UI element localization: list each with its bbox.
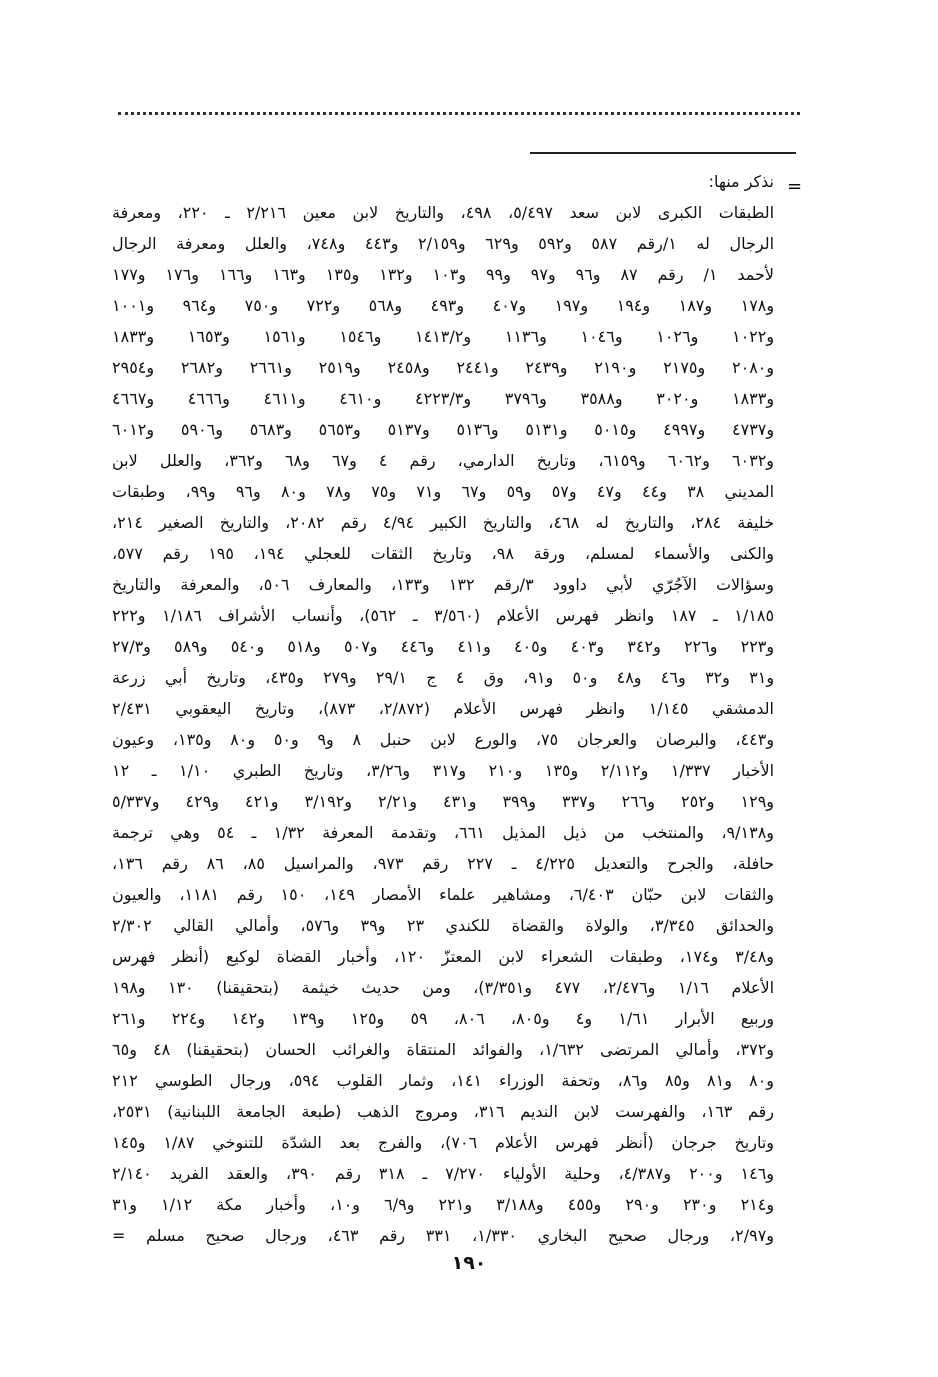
footnote-line: والحدائق ٣/٣٤٥، والولاة والقضاة للكندي ٢٣ و٣٩ و٥٧٦، وأمالي القالي ٢/٣٠٢ [112, 916, 774, 935]
footnote-line: و١٨٣٣ و٣٠٢٠ و٣٥٨٨ و٣٧٩٦ و٤٢٢٣/٣ و٤٦١٠ و٤٦١١ و٤٦٦٦ و٤٦٦٧ [112, 389, 774, 408]
footnote-line: و٣٧٢، وأمالي المرتضى ١/٦٣٢، والفوائد المنتقاة والغرائب الحسان (بتحقيقنا) ٤٨ و٦٥ [112, 1040, 774, 1059]
footnote-line: و١٤٦ و٢٠٠ و٤/٣٨٧، وحلية الأولياء ٧/٢٧٠ ـ ٣١٨ رقم ٣٩٠، والعقد الفريد ٢/١٤٠ [112, 1164, 774, 1183]
footnote-text [112, 166, 774, 1251]
footnote-line: و٩/١٣٨، والمنتخب من ذيل المذيل ٦٦١، وتقدمة المعرفة ١/٣٢ ـ ٥٤ وهي ترجمة [112, 823, 774, 842]
footnote-line: الأخبار ١/٣٣٧ و٢/١١٢ و١٣٥ و٢١٠ و٣١٧ و٣/٢٦، وتاريخ الطبري ١/١٠ ـ ١٢ [112, 761, 774, 780]
footnote-line: و٣/٤٨ و١٧٤، وطبقات الشعراء لابن المعتزّ ١٢٠، وأخبار القضاة لوكيع (أنظر فهرس [112, 947, 774, 966]
footnote-rule [530, 152, 796, 154]
page-number: ١٩٠ [451, 1252, 487, 1274]
footnote-line: و٣١ و٣٢ و٤٦ و٤٨ و٥٠ و٩١، وق ٤ ج ٢٩/١ و٢٧٩ و٤٣٥، وتاريخ أبي زرعة [112, 668, 774, 687]
dotted-separator [118, 112, 800, 115]
footnote-line: و٤٤٣، والبرصان والعرجان ٧٥، والورع لابن حنبل ٨ و٩ و٥٠ و٨٠ و١٣٥، وعيون [112, 730, 774, 749]
footnote-line: والكنى والأسماء لمسلم، ورقة ٩٨، وتاريخ الثقات للعجلي ١٩٤، ١٩٥ رقم ٥٧٧، [112, 544, 774, 563]
footnote-line: و٦٠٣٢ و٦٠٦٢ و٦١٥٩، وتاريخ الدارمي، رقم ٤ و٦٧ و٦٨ و٣٦٢، والعلل لابن [112, 451, 774, 470]
footnote-line: حافلة، والجرح والتعديل ٤/٢٢٥ ـ ٢٢٧ رقم ٩٧٣، والمراسيل ٨٥، ٨٦ رقم ١٣٦، [112, 854, 774, 873]
footnote-line: و٢/٩٧، ورجال صحيح البخاري ١/٣٣٠، ٣٣١ رقم ٤٦٣، ورجال صحيح مسلم = [112, 1226, 774, 1245]
footnote-line: و٢٢٣ و٢٢٦ و٣٤٢ و٤٠٣ و٤٠٥ و٤١١ و٤٤٦ و٥٠٧ و٥١٨ و٥٤٠ و٥٨٩ و٢٧/٣ [112, 637, 774, 656]
footnote-line: و١٠٢٢ و١٠٢٦ و١٠٤٦ و١١٣٦ و١٤١٣/٢ و١٥٤٦ و١٥٦١ و١٦٥٣ و١٨٣٣ [112, 327, 774, 346]
footnote-line: ١/١٨٥ ـ ١٨٧ وانظر فهرس الأعلام (٣/٥٦٠ ـ ٥٦٢)، وأنساب الأشراف ١/١٨٦ و٢٢٢ [112, 606, 774, 625]
continuation-mark: = [787, 176, 803, 197]
footnote-line: وسؤالات الآجُرّي لأبي داوود ٣/رقم ١٣٢ و١٣٣، والمعارف ٥٠٦، والمعرفة والتاريخ [112, 575, 774, 594]
footnote-line: وتاريخ جرجان (أنظر فهرس الأعلام ٧٠٦)، والفرج بعد الشدّة للتنوخي ١/٨٧ و١٤٥ [112, 1133, 774, 1152]
footnote-line: و٢١٤ و٢٣٠ و٢٩٠ و٤٥٥ و٣/١٨٨ و٢٢١ و٦/٩ و١٠، وأخبار مكة ١/١٢ و٣١ [112, 1195, 774, 1214]
footnote-line: الرجال له ١/رقم ٥٨٧ و٥٩٢ و٦٢٩ و٢/١٥٩ و٤٤٣ و٧٤٨، والعلل ومعرفة الرجال [112, 234, 774, 253]
footnote-line: و١٧٨ و١٨٧ و١٩٤ و١٩٧ و٤٠٧ و٤٩٣ و٥٦٨ و٧٢٢ و٧٥٠ و٩٦٤ و١٠٠١ [112, 296, 774, 315]
footnote-line: المديني ٣٨ و٤٤ و٤٧ و٥٧ و٥٩ و٦٧ و٧١ و٧٥ و٧٨ و٨٠ و٩٦ و٩٩، وطبقات [112, 482, 774, 501]
footnote-line: و٨٠ و٨١ و٨٥ و٨٦، وتحفة الوزراء ١٤١، وثمار القلوب ٥٩٤، ورجال الطوسي ٢١٢ [112, 1071, 774, 1090]
footnote-line: والثقات لابن حبّان ٦/٤٠٣، ومشاهير علماء الأمصار ١٤٩، ١٥٠ رقم ١١٨١، والعيون [112, 885, 774, 904]
footnote-line: خليفة ٢٨٤، والتاريخ له ٤٦٨، والتاريخ الكبير ٤/٩٤ رقم ٢٠٨٢، والتاريخ الصغير ٢١٤، [112, 513, 774, 532]
footnote-line: لأحمد ١/ رقم ٨٧ و٩٦ و٩٧ و٩٩ و١٠٣ و١٣٢ و١٣٥ و١٦٣ و١٦٦ و١٧٦ و١٧٧ [112, 265, 774, 284]
footnote-line: و٢٠٨٠ و٢١٧٥ و٢١٩٠ و٢٤٣٩ و٢٤٤١ و٢٤٥٨ و٢٥١٩ و٢٦٦١ و٢٦٨٢ و٢٩٥٤ [112, 358, 774, 377]
footnote-line: وربيع الأبرار ١/٦١ و٤ و٨٠٥، ٨٠٦، ٥٩ و١٢٥ و١٣٩ و١٤٢ و٢٢٤ و٢٦١ [112, 1009, 774, 1028]
footnote-line: و١٢٩ و٢٥٢ و٢٦٦ و٣٣٧ و٣٩٩ و٤٣١ و٢/٢١ و٣/١٩٢ و٤٢١ و٤٢٩ و٥/٣٣٧ [112, 792, 774, 811]
footnote-line: الطبقات الكبرى لابن سعد ٥/٤٩٧، ٤٩٨، والتاريخ لابن معين ٢/٢١٦ ـ ٢٢٠، ومعرفة [112, 203, 774, 222]
footnote-line: الأعلام ١/١٦ و٢/٤٧٦، ٤٧٧ و٣/٣٥١)، ومن حديث خيثمة (بتحقيقنا) ١٣٠ و١٩٨ [112, 978, 774, 997]
footnote-line: رقم ١٦٣، والفهرست لابن النديم ٣١٦، ومروج الذهب (طبعة الجامعة اللبنانية) ٢٥٣١، [112, 1102, 774, 1121]
footnote-line: نذكر منها: [708, 172, 774, 191]
footnote-line: الدمشقي ١/١٤٥ وانظر فهرس الأعلام (٢/٨٧٢، ٨٧٣)، وتاريخ اليعقوبي ٢/٤٣١ [112, 699, 774, 718]
footnote-line: و٤٧٣٧ و٤٩٩٧ و٥٠١٥ و٥١٣١ و٥١٣٦ و٥١٣٧ و٥٦٥٣ و٥٦٨٣ و٥٩٠٦ و٦٠١٢ [112, 420, 774, 439]
